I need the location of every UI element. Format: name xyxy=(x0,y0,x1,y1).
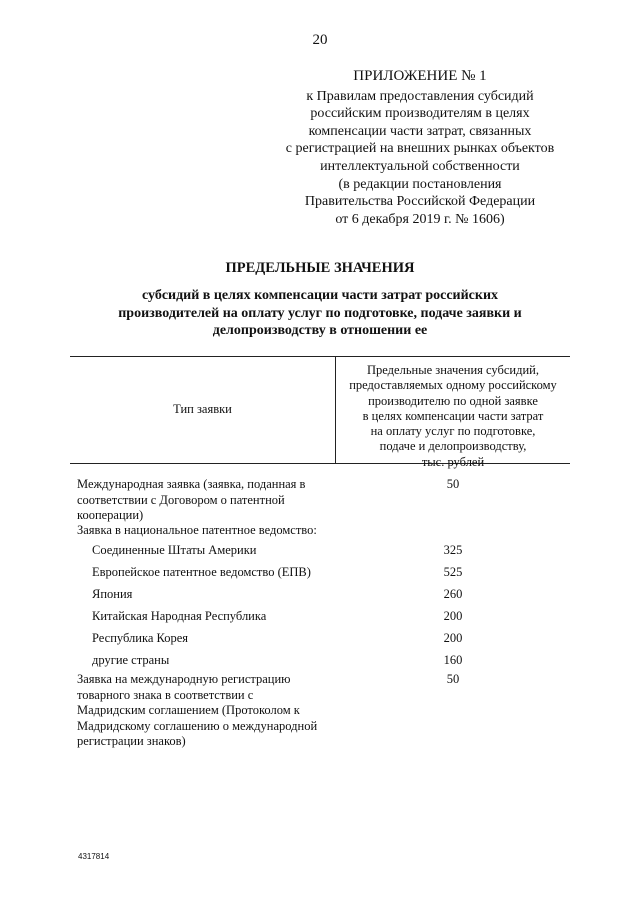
column-header-line: на оплату услуг по подготовке, xyxy=(370,424,536,439)
subtitle-line: производителей на оплату услуг по подготовке, подаче заявки и xyxy=(118,305,522,321)
footer-code: 4317814 xyxy=(78,852,110,861)
row-value-other: 160 xyxy=(443,653,463,667)
label-line: кооперации) xyxy=(77,508,144,522)
document-subtitle xyxy=(90,287,550,340)
row-label-china: Китайская Народная Республика xyxy=(92,609,267,623)
document-title: ПРЕДЕЛЬНЫЕ ЗНАЧЕНИЯ xyxy=(225,260,415,276)
row-label-madrid xyxy=(77,672,342,750)
appendix-line: от 6 декабря 2019 г. № 1606) xyxy=(335,211,505,227)
row-value-usa: 325 xyxy=(443,543,463,557)
appendix-line: российским производителям в целях xyxy=(310,106,530,122)
table-top-rule xyxy=(70,356,570,357)
appendix-block xyxy=(250,68,590,228)
column-header-line: в целях компенсации части затрат xyxy=(362,408,544,423)
row-label-japan: Япония xyxy=(92,587,133,601)
row-value-epo: 525 xyxy=(443,565,463,579)
label-line: товарного знака в соответствии с xyxy=(77,687,254,702)
subtitle-line: делопроизводству в отношении ее xyxy=(212,323,428,338)
row-label-other: другие страны xyxy=(92,653,170,667)
row-value-china: 200 xyxy=(443,609,463,623)
row-label-international xyxy=(77,477,342,524)
subtitle-line: субсидий в целях компенсации части затрат российских xyxy=(141,288,499,303)
row-label-epo: Европейское патентное ведомство (ЕПВ) xyxy=(92,565,311,579)
column-header-type: Тип заявки xyxy=(173,402,232,416)
label-line: Заявка на международную регистрацию xyxy=(77,672,291,686)
appendix-line: с регистрацией на внешних рынках объектов xyxy=(285,141,555,157)
label-line: Международная заявка (заявка, поданная в xyxy=(77,477,306,491)
row-label-korea: Республика Корея xyxy=(92,631,189,645)
national-heading: Заявка в национальное патентное ведомство: xyxy=(77,523,317,537)
row-value-madrid: 50 xyxy=(446,672,460,686)
column-header-line: подаче и делопроизводству, xyxy=(379,439,527,454)
appendix-line: компенсации части затрат, связанных xyxy=(308,123,532,139)
column-header-line: тыс. рублей xyxy=(421,454,485,469)
column-header-line: Предельные значения субсидий, xyxy=(367,363,539,377)
row-value-korea: 200 xyxy=(443,631,463,645)
label-line: регистрации знаков) xyxy=(77,734,186,748)
column-header-line: производителю по одной заявке xyxy=(368,393,538,408)
appendix-line: Правительства Российской Федерации xyxy=(304,194,536,210)
row-label-usa: Соединенные Штаты Америки xyxy=(92,543,257,557)
appendix-line: (в редакции постановления xyxy=(338,176,502,192)
page-number: 20 xyxy=(312,32,328,48)
column-header-line: предоставляемых одному российскому xyxy=(349,378,557,393)
appendix-heading: ПРИЛОЖЕНИЕ № 1 xyxy=(353,68,487,84)
label-line: Мадридским соглашением (Протоколом к xyxy=(77,703,300,717)
row-value-international: 50 xyxy=(446,477,460,491)
appendix-line: к Правилам предоставления субсидий xyxy=(306,88,534,104)
column-header-limit xyxy=(336,363,570,470)
label-line: соответствии с Договором о патентной xyxy=(77,492,285,507)
appendix-line: интеллектуальной собственности xyxy=(320,158,520,174)
label-line: Мадридскому соглашению о международной xyxy=(77,718,318,733)
row-value-japan: 260 xyxy=(443,587,463,601)
